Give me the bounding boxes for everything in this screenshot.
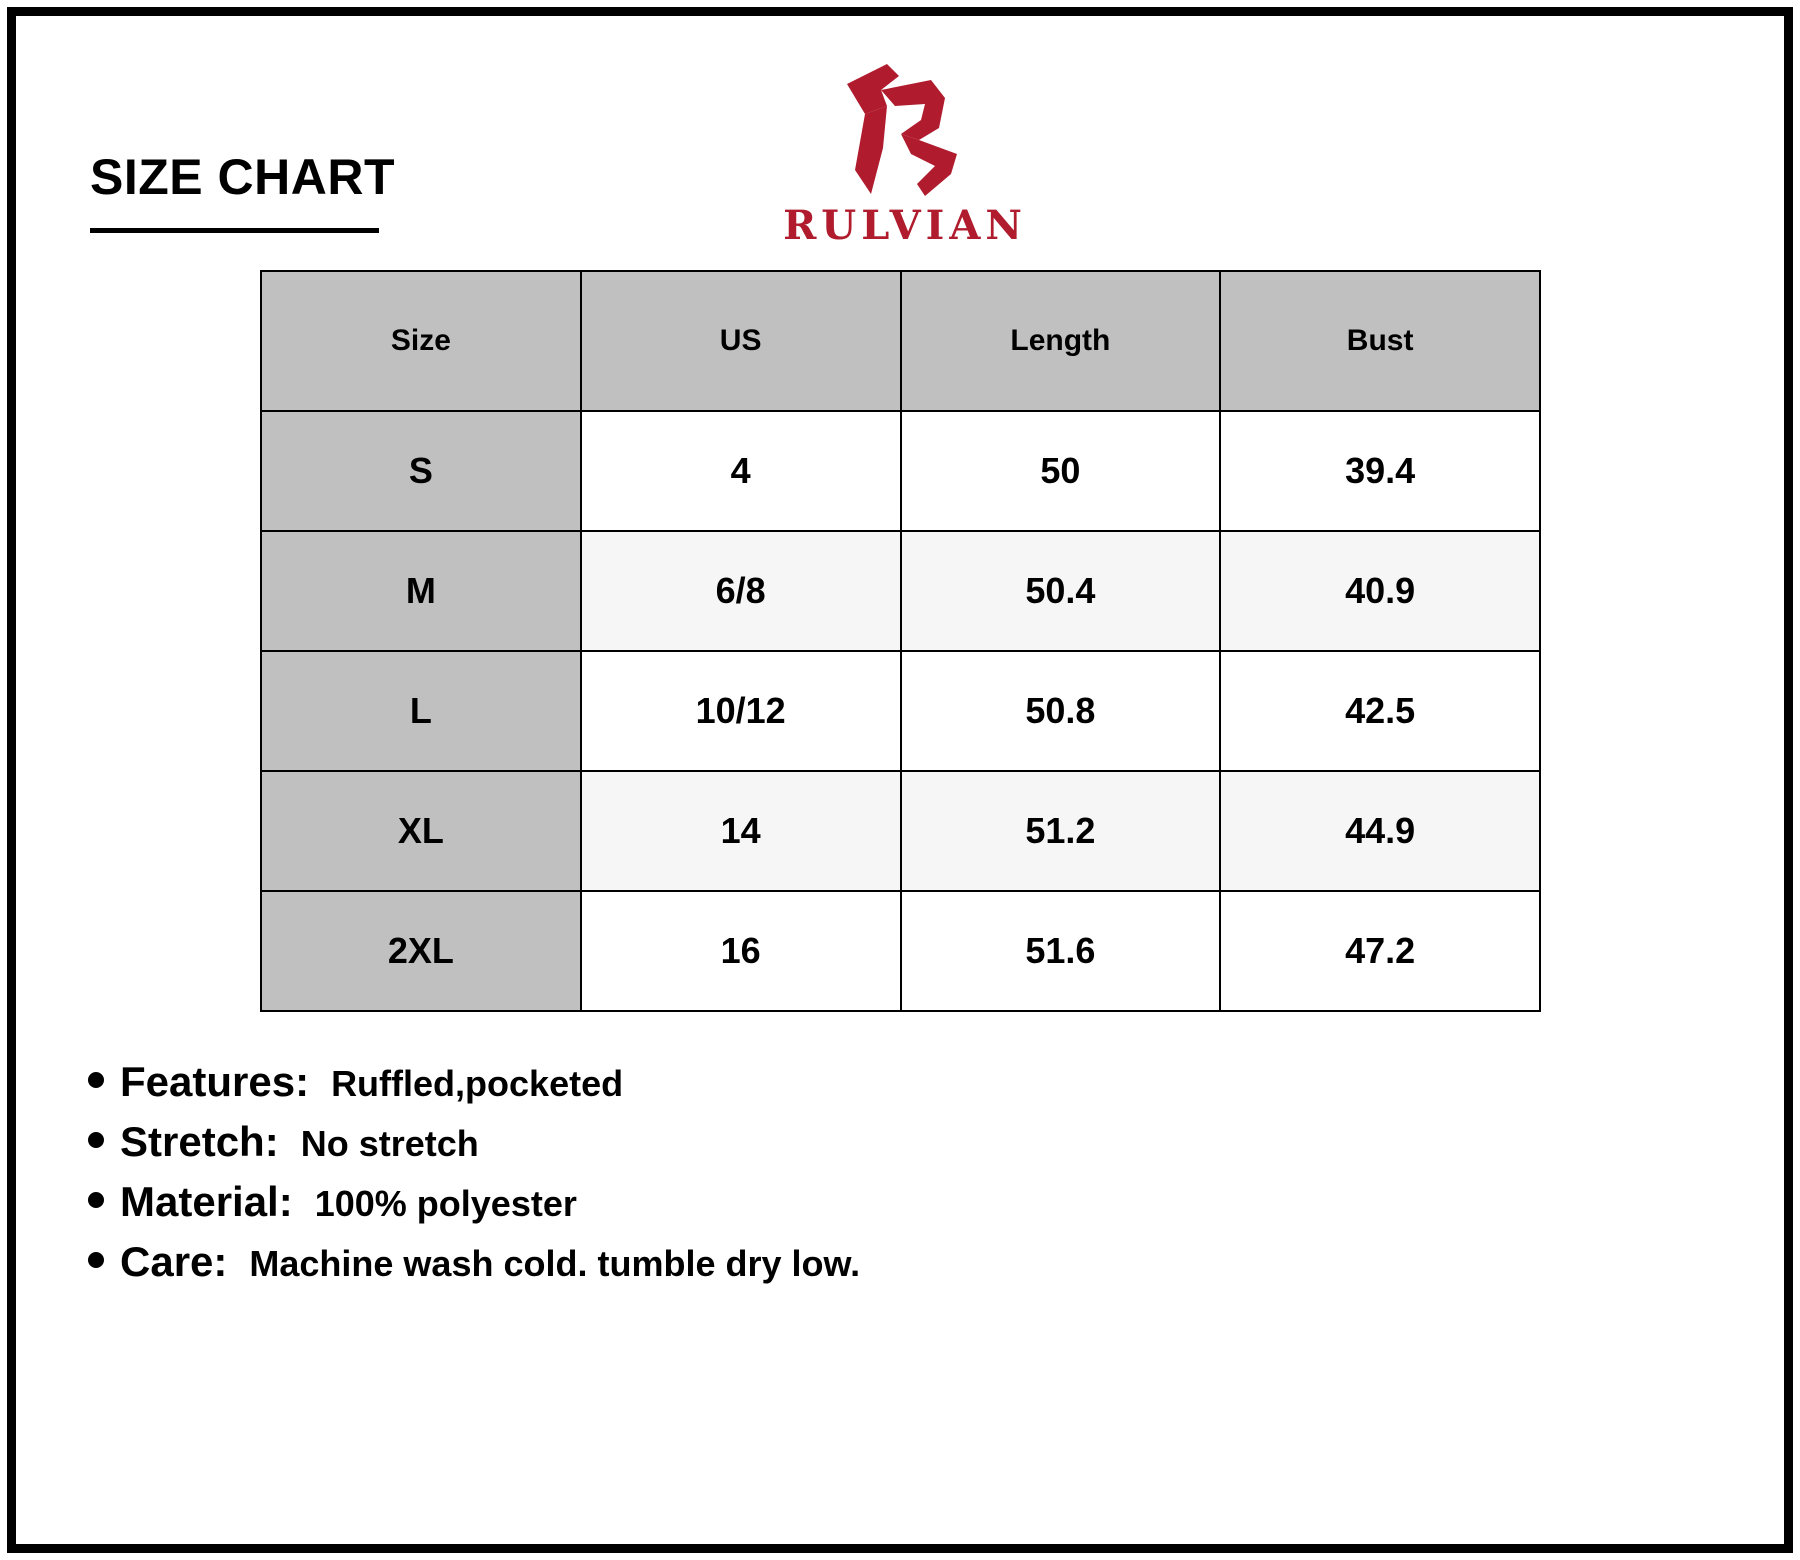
length-cell: 50.4 (901, 531, 1221, 651)
us-cell: 16 (581, 891, 901, 1011)
product-attributes (88, 1058, 860, 1298)
bullet-icon (88, 1132, 104, 1148)
bust-cell: 42.5 (1220, 651, 1540, 771)
attribute-value: Machine wash cold. tumble dry low. (249, 1243, 861, 1284)
table-row (261, 531, 1540, 651)
attribute-label: Material: (120, 1178, 293, 1225)
size-table (260, 270, 1541, 1012)
attribute-value: No stretch (300, 1123, 479, 1164)
column-header: Bust (1220, 271, 1540, 411)
attribute-stretch (88, 1118, 860, 1178)
size-cell: S (261, 411, 581, 531)
size-cell: M (261, 531, 581, 651)
page-title: SIZE CHART (90, 149, 395, 205)
attribute-label: Care: (120, 1238, 228, 1285)
attribute-value: 100% polyester (314, 1183, 577, 1224)
attribute-value: Ruffled,pocketed (331, 1063, 624, 1104)
table-row (261, 771, 1540, 891)
table-row (261, 651, 1540, 771)
us-cell: 10/12 (581, 651, 901, 771)
table-row (261, 411, 1540, 531)
us-cell: 6/8 (581, 531, 901, 651)
attribute-label: Features: (120, 1058, 310, 1105)
size-cell: XL (261, 771, 581, 891)
bullet-icon (88, 1192, 104, 1208)
brand-logo (780, 62, 1030, 252)
us-cell: 14 (581, 771, 901, 891)
attribute-features (88, 1058, 860, 1118)
column-header: US (581, 271, 901, 411)
letter-r-logo-icon (835, 62, 975, 197)
length-cell: 51.6 (901, 891, 1221, 1011)
attribute-material (88, 1178, 860, 1238)
table-row (261, 891, 1540, 1011)
length-cell: 50.8 (901, 651, 1221, 771)
bust-cell: 39.4 (1220, 411, 1540, 531)
column-header: Size (261, 271, 581, 411)
table-header-row (261, 271, 1540, 411)
length-cell: 50 (901, 411, 1221, 531)
bust-cell: 47.2 (1220, 891, 1540, 1011)
attribute-label: Stretch: (120, 1118, 279, 1165)
length-cell: 51.2 (901, 771, 1221, 891)
size-cell: 2XL (261, 891, 581, 1011)
bullet-icon (88, 1072, 104, 1088)
us-cell: 4 (581, 411, 901, 531)
column-header: Length (901, 271, 1221, 411)
size-cell: L (261, 651, 581, 771)
title-underline (90, 228, 379, 233)
bullet-icon (88, 1252, 104, 1268)
attribute-care (88, 1238, 860, 1298)
brand-name: RULVIAN (783, 202, 1027, 249)
bust-cell: 44.9 (1220, 771, 1540, 891)
bust-cell: 40.9 (1220, 531, 1540, 651)
